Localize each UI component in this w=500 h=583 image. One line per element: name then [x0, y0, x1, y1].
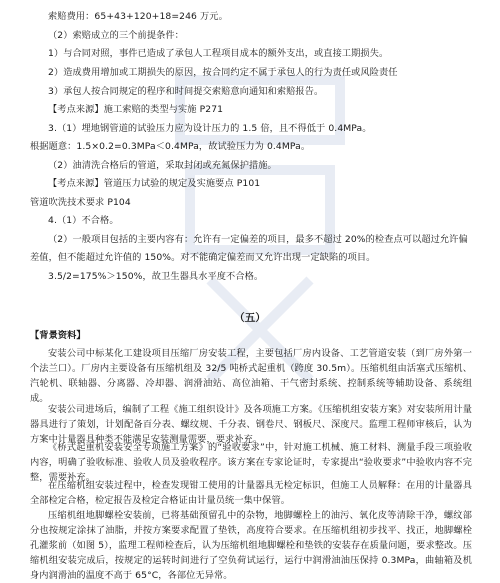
text-line: 差值，但不能超过允许值的 150%。对不能确定偏差而又允许出现一定缺陷的项目。	[30, 252, 376, 263]
text-line: 3.5/2=175%＞150%，故卫生器具水平度不合格。	[48, 271, 264, 282]
text-line: 3.（1）埋地钢管道的试验压力应为设计压力的 1.5 倍，且不得低于 0.4MPa。	[48, 123, 372, 134]
background-heading: 【背景资料】	[30, 330, 86, 341]
text-line: 索赔费用：65+43+120+18=246 万元。	[48, 11, 228, 22]
paragraph: 压缩机组地脚螺栓安装前，已将基础预留孔中的杂物，地脚螺栓上的油污、氧化皮等清除干净，螺纹部分也按规定涂抹了油脂，并按方案要求配置了垫铁，高度符合要求。在压缩机组初步找平、找正，地脚螺栓孔灌浆前（如图 5），监理工程师检查后，认为压缩机组地脚螺栓和垫铁的安装存在质量问题，要求整改。压缩机组安装完成后，按规定的运转时间进行了空负荷试运行，运行中润滑油油压保持 0.3MPa，曲轴箱及机身内润滑油的温度不高于 65°C，各部位无异常。	[30, 510, 472, 581]
source-note: 【考点来源】施工索赔的类型与实施 P271	[48, 104, 224, 115]
text-line: 4.（1）不合格。	[48, 215, 119, 226]
source-note: 管道吹洗技术要求 P104	[30, 197, 131, 208]
text-line: （2）一般项目包括的主要内容有：允许有一定偏差的项目，最多不超过 20%的检查点可以超过允许偏	[48, 234, 468, 245]
paragraph: 在压缩机组安装过程中，检查发现钳工使用的计量器具无检定标识，但施工人员解释：在用的计量器具全部检定合格，检定报告及检定合格证由计量员统一集中保管。	[30, 480, 472, 506]
text-line: （2）油清洗合格后的管道，采取封闭或充氮保护措施。	[48, 160, 277, 171]
paragraph: 《桥式起重机安装安全专项施工方案》的“验收要求”中，针对施工机械、施工材料、测量手段三项验收内容，明确了验收标准、验收人员及验收程序。该方案在专家论证时，专家提出“验收要求”中验收内容不完整，需要补充。	[30, 442, 472, 483]
text-line: 根据题意：1.5×0.2=0.3MPa＜0.4MPa，故试验压力为 0.4MPa。	[30, 141, 311, 152]
paragraph: 安装公司中标某化工建设项目压缩厂房安装工程，主要包括厂房内设备、工艺管道安装（到厂房外第一个法兰口）。厂房内主要设备有压缩机组及 32/5 吨桥式起重机（跨度 30.5m）。压缩机组由活塞式压缩机、汽轮机、联轴器、分离器、冷却器、润滑油站、高位油箱、干气密封系统、控制系统等辅助设备、系统组成。	[30, 348, 472, 404]
text-line: 1）与合同对照，事件已造成了承包人工程项目成本的额外支出，或直接工期损失。	[48, 48, 389, 59]
text-line: （2）索赔成立的三个前提条件：	[48, 30, 184, 41]
text-line: 2）造成费用增加或工期损失的原因，按合同约定不属于承包人的行为责任或风险责任	[48, 67, 398, 78]
text-line: 3）承包人按合同规定的程序和时间提交索赔意向通知和索赔报告。	[48, 86, 324, 97]
section-title: （五）	[234, 312, 266, 324]
source-note: 【考点来源】管道压力试验的规定及实施要点 P101	[48, 178, 261, 189]
paragraph: 安装公司进场后，编制了工程《施工组织设计》及各项施工方案。《压缩机组安装方案》对安装所用计量器具进行了策划，计划配备百分表、螺纹规、千分表、钢卷尺、钢板尺、深度尺。监理工程师审核后，认为方案中计量器具种类不能满足安装测量需要，要求补充。	[30, 404, 472, 445]
